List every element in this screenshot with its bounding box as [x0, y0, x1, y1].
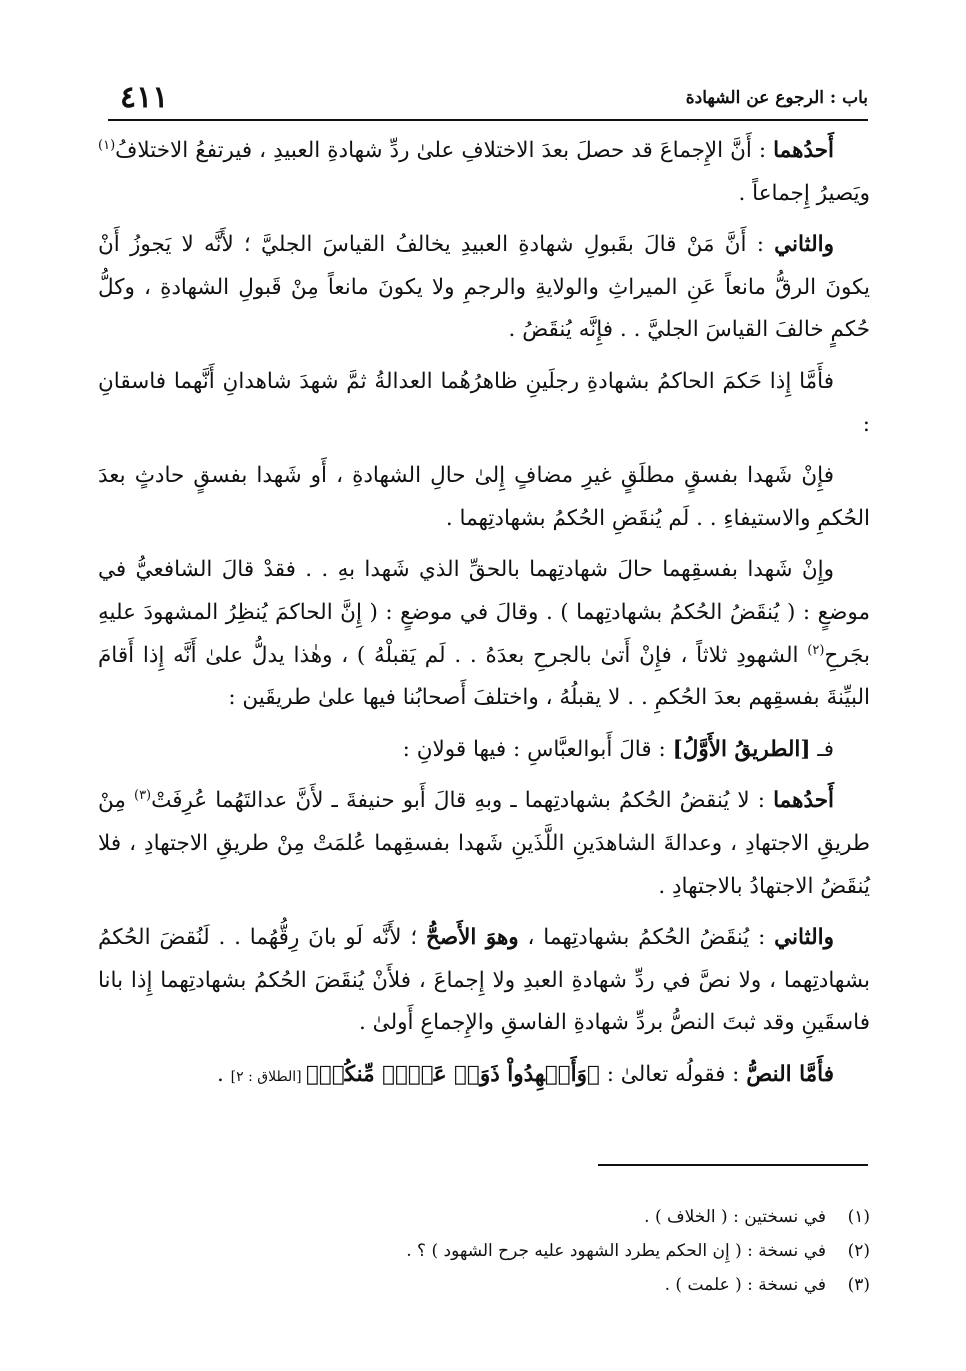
emphasis-text: وهوَ الأَصحُّ: [426, 925, 519, 951]
paragraph-first-saying: [98, 780, 870, 908]
paragraph-lead: أَحدُهما: [773, 138, 834, 163]
paragraph-text: فأَمَّا إِذا حَكمَ الحاكمُ بشهادةِ رجلَينِ ظاهرُهُما العدالةُ ثمَّ شهدَ شاهدانِ أَنَّهما فاسقانِ :: [98, 368, 870, 437]
footnote-text: في نسخة : ( إِن الحكم يطرد الشهود عليه جرح الشهود ) ؟ .: [406, 1241, 826, 1261]
paragraph-text: : أَنَّ الإِجماعَ قد حصلَ بعدَ الاختلافِ علىٰ ردِّ شهادةِ العبيدِ ، فيرتفعُ الاختلافُ: [115, 138, 774, 163]
running-header: [108, 78, 868, 118]
footnote-ref-1[interactable]: (١): [98, 137, 116, 153]
paragraph-judge-ruling: [98, 361, 870, 446]
paragraph-text: ويَصيرُ إِجماعاً .: [738, 180, 870, 206]
paragraph-lead: [الطريقُ الأَوَّلُ]: [672, 736, 811, 762]
verse-reference: [الطلاق : ٢]: [230, 1068, 307, 1085]
footnote-number: (٢): [847, 1241, 870, 1261]
paragraph-text: .: [216, 1061, 231, 1087]
paragraph-text: فإِنْ شَهدا بفسقٍ مطلَقٍ غيرِ مضافٍ إِلىٰ حالِ الشهادةِ ، أَو شَهدا بفسقٍ حادثٍ بعدَ الحُكمِ والاستيفاءِ . . لَم يُنقَضِ الحُكمُ بشهادتِهما .: [98, 463, 870, 531]
paragraph-text-proof: [98, 1054, 870, 1099]
paragraph-text: مِنْ طريقِ الاجتهادِ ، وعدالةَ الشاهدَينِ اللَّذَينِ شَهدا بفسقِهما عُلمَتْ مِنْ طريقِ الاجتهادِ ، فلا يُنقَضُ الاجتهادُ بالاجتهادِ .: [98, 788, 870, 899]
footnote-divider: [598, 1164, 868, 1166]
paragraph-lead: والثاني: [774, 232, 834, 258]
footnote-ref-3[interactable]: (٣): [133, 788, 152, 804]
paragraph-text: : قالَ أَبوالعبَّاسِ : فيها قولانِ :: [402, 736, 673, 762]
paragraph-prefix: فـ: [810, 736, 834, 762]
paragraph-text: : يُنقَضُ الحُكمُ بشهادتِهما ،: [518, 925, 775, 951]
paragraph-text: وإِنْ شَهدا بفسقِهما حالَ شهادتِهما بالحقِّ الذي شَهدا بهِ . . فقدْ قالَ الشافعيُّ في موضعٍ : ( يُنقَضُ الحُكمُ بشهادتِهما ) . وقالَ في موضعٍ : ( إِنَّ الحاكمَ يُنظِرُ المشهودَ عليهِ بجَرحِ: [98, 557, 870, 668]
footnote-text: في نسخة : ( علمت ) .: [664, 1275, 826, 1295]
paragraph-lead: والثاني: [774, 925, 834, 951]
header-divider: [108, 119, 868, 121]
paragraph-text: : لا يُنقضُ الحُكمُ بشهادتِهما ـ وبهِ قالَ أَبو حنيفةَ ـ لأَنَّ عدالتَهُما عُرِفَتْ: [151, 788, 774, 814]
paragraph-first-view: [98, 130, 870, 215]
page-number: ٤١١: [120, 80, 169, 115]
paragraph-text: : فقولُه تعالىٰ :: [599, 1061, 747, 1087]
paragraph-first-method: [98, 729, 870, 772]
main-text: [98, 130, 870, 1107]
footnote-item: [170, 1234, 870, 1268]
paragraph-shafii-opinion: [98, 549, 870, 719]
footnotes: [170, 1200, 870, 1302]
paragraph-second-saying: [98, 917, 870, 1045]
quran-verse: ﴿وَأَشۡهِدُواْ ذَوَيۡ عَدۡلٖ مِّنكُمۡ﴾: [306, 1061, 600, 1087]
chapter-title: باب : الرجوع عن الشهادة: [685, 88, 868, 108]
paragraph-lead: أَحدُهما: [773, 788, 834, 814]
paragraph-text: : أَنَّ مَنْ قالَ بقَبولِ شهادةِ العبيدِ يخالفُ القياسَ الجليَّ ؛ لأَنَّه لا يَجوزُ أَنْ يكونَ الرقُّ مانعاً عَنِ الميراثِ والولايةِ والرجمِ ولا يكونَ مانعاً مِنْ قَبولِ الشهادةِ ، وكلُّ حُكمٍ خالفَ القياسَ الجليَّ . . فإِنَّه يُنقَضُ .: [98, 232, 870, 343]
footnote-item: [170, 1200, 870, 1234]
footnote-number: (٣): [847, 1275, 870, 1295]
paragraph-second-view: [98, 224, 870, 352]
footnote-number: (١): [847, 1207, 870, 1227]
footnote-item: [170, 1268, 870, 1302]
footnote-ref-2[interactable]: (٢): [807, 642, 825, 658]
paragraph-text: الشهودِ ثلاثاً ، فإِنْ أَتىٰ بالجرحِ بعدَهُ . . لَم يَقبلْهُ ) ، وهٰذا يدلُّ علىٰ أَنَّه إِذا أَقامَ البيِّنةَ بفسقِهم بعدَ الحُكمِ . . لا يقبلُهُ ، واختلفَ أَصحابُنا فيها علىٰ طريقَين :: [98, 642, 870, 711]
paragraph-lead: فأَمَّا النصُّ: [746, 1061, 834, 1087]
paragraph-text: ؛ لأَنَّه لَو بانَ رِقُّهُما . . لَنُقضَ الحُكمُ بشهادتِهما ، ولا نصَّ في ردِّ شهادةِ العبدِ ولا إِجماعَ ، فلأَنْ يُنقَضَ الحُكمُ بشهادتِهما إِذا بانا فاسقَينِ وقد ثبتَ النصُّ بردِّ شهادةِ الفاسقِ والإِجماعِ أَولىٰ .: [98, 925, 870, 1036]
footnote-text: في نسختين : ( الخلاف ) .: [644, 1207, 826, 1227]
paragraph-general-fisq: [98, 455, 870, 540]
